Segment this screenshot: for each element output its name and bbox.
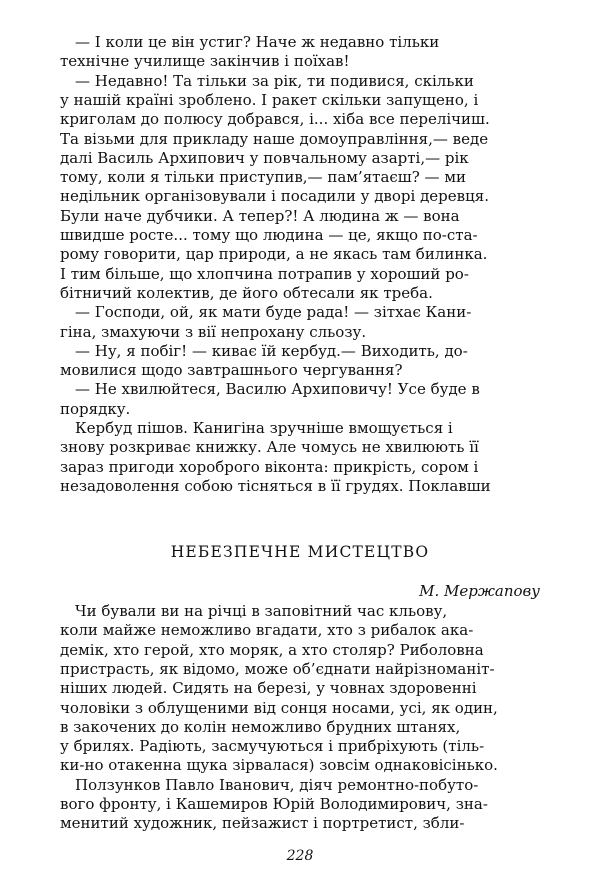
text-line: зараз пригоди хороброго віконта: прикрість, сором і xyxy=(60,457,479,476)
text-line: — Господи, ой, як мати буде рада! — зітхає Кани- xyxy=(75,303,472,322)
text-line: Ползунков Павло Іванович, діяч ремонтно-побуто- xyxy=(75,775,479,794)
text-line: гіна, змахуючи з вії непрохану сльозу. xyxy=(60,322,367,341)
text-line: пристрасть, як відомо, може об’єднати найрізноманіт- xyxy=(60,659,495,678)
text-line: чоловіки з облущеними від сонця носами, усі, як один, xyxy=(60,698,498,717)
text-line: Кербуд пішов. Канигіна зручніше вмощується і xyxy=(75,419,453,437)
text-line: швидше росте... тому що людина — це, якщо по-ста- xyxy=(60,226,478,244)
text-line: тому, коли я тільки приступив,— пам’ятаєш? — ми xyxy=(60,168,466,187)
text-line: мовилися щодо завтрашнього чергування? xyxy=(60,361,403,380)
text-line: — Не хвилюйтеся, Василю Архиповичу! Усе буде в xyxy=(75,380,480,399)
text-line: недільник організовували і посадили у дворі деревця. xyxy=(60,187,489,206)
text-line: далі Василь Архипович у повчальному азарті,— рік xyxy=(60,148,469,167)
page-number: 228 xyxy=(286,848,314,864)
text-line: — Недавно! Та тільки за рік, ти подивися, скільки xyxy=(75,71,474,90)
text-line: демік, хто герой, хто моряк, а хто столяр? Риболовна xyxy=(60,640,484,659)
text-line: порядку. xyxy=(60,399,131,418)
text-line: Чи бували ви на річці в заповітний час кльову, xyxy=(75,602,448,620)
text-line: ніших людей. Сидять на березі, у човнах здоровенні xyxy=(60,679,477,698)
text-line: Та візьми для прикладу наше домоуправління,— веде xyxy=(60,129,489,148)
story-title: НЕБЕЗПЕЧНЕ МИСТЕЦТВО xyxy=(170,543,430,561)
text-line: бітничий колектив, де його обтесали як треба. xyxy=(60,283,433,302)
text-line: ки-но отакенна щука зірвалася) зовсім однаковісінько. xyxy=(60,756,498,775)
text-line: вого фронту, і Кашемиров Юрій Володимирович, зна- xyxy=(60,795,488,813)
dedication: М. Мержапову xyxy=(419,582,540,600)
text-line: рому говорити, цар природи, а не якась там билинка. xyxy=(60,245,488,264)
text-line: Були наче дубчики. А тепер?! А людина ж — вона xyxy=(60,206,460,225)
text-line: І тим більше, що хлопчина потрапив у хороший ро- xyxy=(60,264,469,283)
text-line: менитий художник, пейзажист і портретист, збли- xyxy=(60,814,465,833)
text-line: у нашій країні зроблено. І ракет скільки запущено, і xyxy=(60,90,479,109)
text-line: у брилях. Радіють, засмучуються і прибріхують (тіль- xyxy=(60,737,485,756)
text-line: в закочених до колін неможливо брудних штанях, xyxy=(60,717,461,736)
text-line: — Ну, я побіг! — киває їй кербуд.— Виходить, до- xyxy=(75,341,468,360)
text-line: криголам до полюсу добрався, і... хіба все перелічиш. xyxy=(60,110,490,129)
text-line: знову розкриває книжку. Але чомусь не хвилюють її xyxy=(60,438,479,457)
text-line: — І коли це він устиг? Наче ж недавно тільки xyxy=(75,33,440,51)
text-line: незадоволення собою тісняться в її грудях. Поклавши xyxy=(60,476,491,495)
text-line: коли майже неможливо вгадати, хто з рибалок ака- xyxy=(60,621,474,640)
text-line: технічне училище закінчив і поїхав! xyxy=(60,52,350,71)
